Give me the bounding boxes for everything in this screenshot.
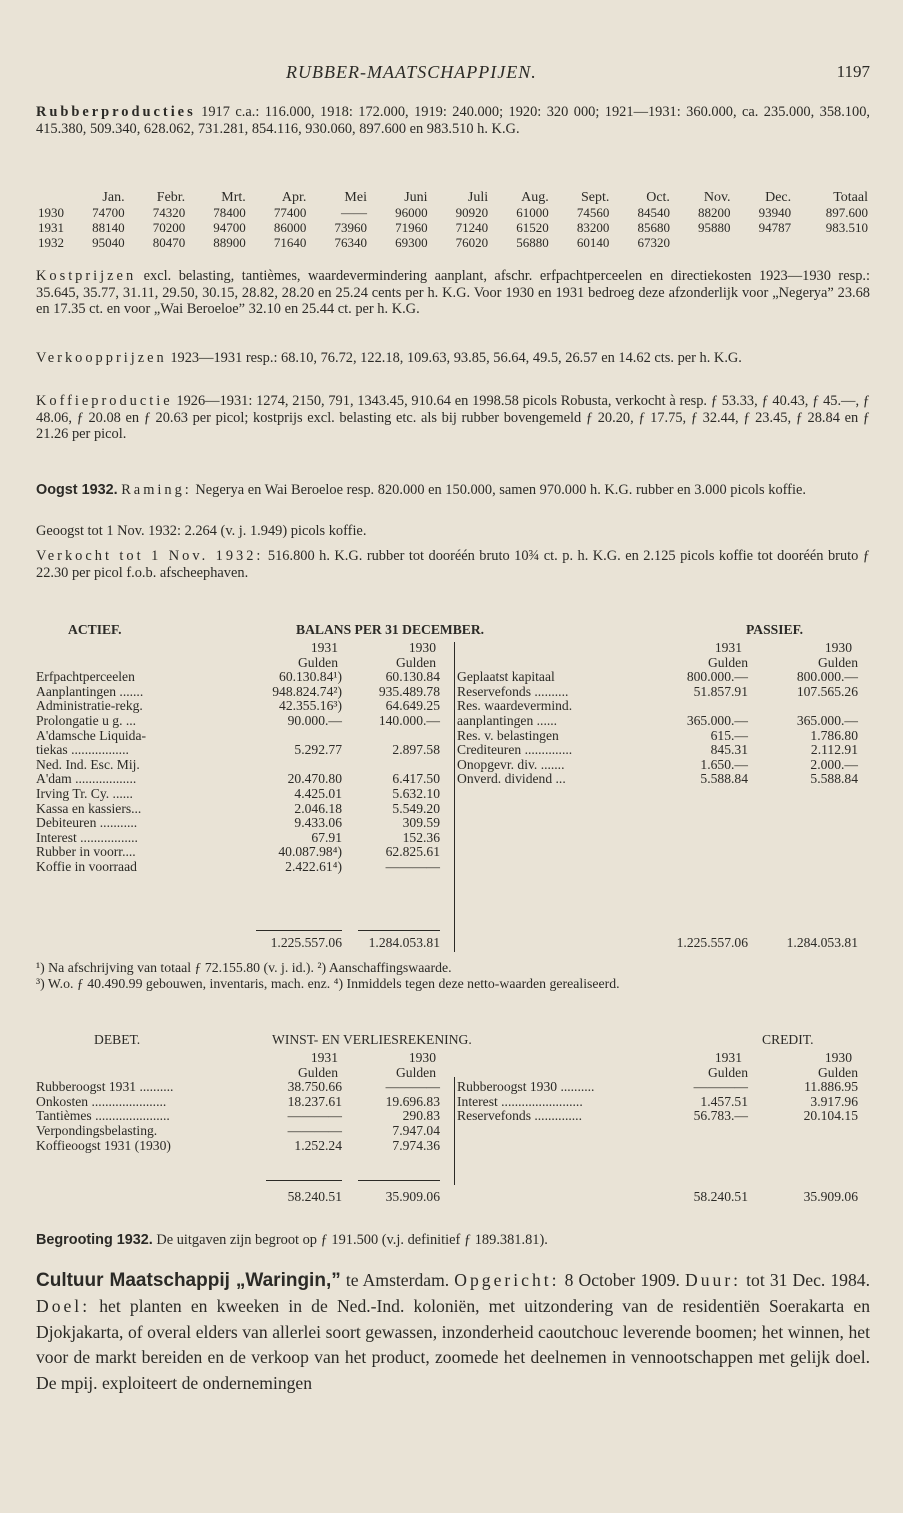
balance-left-label: Koffie in voorraad — [36, 858, 137, 874]
wv-right-label: Reservefonds .............. — [457, 1108, 582, 1124]
monthly-cell: 897.600 — [825, 205, 868, 220]
rubber-production-paragraph — [36, 104, 870, 137]
balance-right-label: aanplantingen ...... — [457, 712, 558, 728]
balance-right-1930: 365.000.— — [796, 712, 858, 728]
monthly-header-cell: Mrt. — [221, 190, 246, 205]
balance-right-1930: 800.000.— — [796, 669, 858, 685]
wv-unit-left-1: Gulden — [297, 1064, 338, 1080]
monthly-cell: 88200 — [698, 205, 731, 220]
unit-right-1: Gulden — [707, 654, 748, 670]
balance-right-label: Onopgevr. div. ....... — [457, 756, 565, 772]
monthly-header-cell: Juli — [467, 190, 489, 205]
balance-left-1931: 20.470.80 — [287, 771, 342, 787]
running-header — [36, 62, 870, 84]
wv-right-1930: 3.917.96 — [810, 1093, 858, 1109]
balance-right-1930: 107.565.26 — [796, 683, 858, 699]
balance-row — [36, 831, 870, 846]
balance-footnotes — [36, 960, 870, 992]
monthly-cell: —— — [340, 205, 367, 220]
monthly-cell: 69300 — [395, 235, 428, 250]
koffie-paragraph — [36, 393, 870, 443]
balance-total-right-1930: 1.284.053.81 — [786, 935, 858, 950]
monthly-cell: 74560 — [576, 205, 610, 220]
wv-row — [36, 1139, 870, 1154]
balance-left-1930: ———— — [385, 858, 440, 874]
profit-loss-account — [36, 1033, 870, 1153]
wv-left-label: Onkosten ...................... — [36, 1093, 167, 1109]
wv-left-label: Rubberoogst 1931 .......... — [36, 1079, 174, 1095]
monthly-cell: 61520 — [516, 220, 549, 235]
wv-left-1931: 1.252.24 — [294, 1137, 342, 1153]
balance-sheet — [36, 623, 870, 875]
balance-left-1931: 42.355.16³) — [279, 698, 342, 714]
verkoopprijzen-paragraph — [36, 350, 870, 367]
balance-unit-row — [36, 656, 870, 671]
monthly-row — [36, 220, 870, 235]
balance-left-1930: 6.417.50 — [392, 771, 440, 787]
wv-left-1931: ———— — [287, 1122, 342, 1138]
monthly-cell: 95880 — [698, 220, 731, 235]
wv-left-1930: 290.83 — [402, 1108, 440, 1124]
waringin-text-4: het planten en kweeken in de Ned.-Ind. koloniën, met uitzondering van de residentiën Soerakarta en Djokjakarta, of overal elders van allerlei soort gewassen, inzonderheid caoutchouc leverende boomen; het winnen, het voor de markt bereiden en de verkoop van het product, zoomede het deelnemen in vennootschappen met gelijk doel. De mpij. exploiteert de ondernemingen — [36, 1295, 870, 1394]
balance-right-1931: 51.857.91 — [693, 683, 748, 699]
kostprijzen-text: excl. belasting, tantièmes, waardevermindering aanplant, afschr. erfpachtperceelen en directiekosten 1923—1930 resp.: 35.645, 35.77, 31.11, 29.50, 30.15, 28.82, 28.20 en 25.24 cents per h. K.G. Voor 1930 en 1931 bedroeg deze afzonderlijk voor „Negerya” 23.68 en 17.35 ct. en voor „Wai Beroeloe” 32.10 en 25.44 ct. per h. K.G. — [36, 268, 870, 318]
monthly-cell: 76020 — [455, 235, 489, 250]
balance-right-label: Res. v. belastingen — [457, 727, 559, 743]
wv-right-label: Rubberoogst 1930 .......... — [457, 1079, 595, 1095]
oogst-lead: Oogst 1932. — [36, 482, 118, 498]
balance-right-1931: 1.650.— — [700, 756, 748, 772]
monthly-cell: 94700 — [213, 220, 246, 235]
monthly-header-cell — [36, 190, 66, 205]
balance-right-1930: 2.112.91 — [810, 742, 858, 758]
opgericht-lead: Opgericht: — [454, 1270, 560, 1290]
balance-total-right-1931: 1.225.557.06 — [676, 935, 748, 950]
monthly-cell: 60140 — [576, 235, 610, 250]
balance-right-1930: 1.786.80 — [810, 727, 858, 743]
year-1931-left: 1931 — [310, 640, 338, 655]
unit-left-2: Gulden — [395, 654, 436, 670]
year-1931-right: 1931 — [714, 640, 742, 655]
monthly-cell: 88900 — [213, 235, 246, 250]
monthly-cell: 56880 — [516, 235, 549, 250]
kostprijzen-lead: Kostprijzen — [36, 268, 137, 284]
balance-left-label: Aanplantingen ....... — [36, 683, 144, 699]
waringin-text-1: te Amsterdam. — [340, 1270, 450, 1290]
wv-unit-row — [36, 1066, 870, 1081]
passief-label: PASSIEF. — [746, 622, 804, 637]
balance-left-1930: 140.000.— — [378, 712, 440, 728]
monthly-header-row — [36, 190, 870, 205]
begrooting-text: De uitgaven zijn begroot op ƒ 191.500 (v.j. definitief ƒ 189.381.81). — [152, 1232, 548, 1248]
balance-left-1930: 5.549.20 — [392, 800, 440, 816]
balance-row — [36, 816, 870, 831]
koffie-text: 1926—1931: 1274, 2150, 791, 1343.45, 910.64 en 1998.58 picols Robusta, verkocht à resp. ƒ 53.33, ƒ 40.43, ƒ 45.—, ƒ 48.06, ƒ 20.08 en ƒ 20.63 per picol; kostprijs excl. belasting etc. als bij rubber bovengemeld ƒ 20.20, ƒ 17.75, ƒ 32.44, ƒ 23.45, ƒ 28.84 en ƒ 21.26 per picol. — [36, 393, 870, 443]
monthly-cell: 1931 — [38, 220, 64, 235]
wv-rows — [36, 1080, 870, 1153]
wv-year-row — [36, 1051, 870, 1066]
monthly-cell: 73960 — [334, 220, 367, 235]
balance-divider — [454, 642, 455, 952]
waringin-text-3: tot 31 Dec. 1984. — [741, 1270, 870, 1290]
wv-right-1930: 20.104.15 — [803, 1108, 858, 1124]
monthly-cell: 80470 — [152, 235, 186, 250]
wv-right-1931: ———— — [693, 1079, 748, 1095]
balance-right-1931: 845.31 — [710, 742, 748, 758]
balance-rows — [36, 670, 870, 874]
wv-sum-line-2 — [358, 1180, 440, 1181]
wv-left-1930: ———— — [385, 1079, 440, 1095]
monthly-cell: 71640 — [273, 235, 307, 250]
balance-right-1930: 5.588.84 — [810, 771, 858, 787]
monthly-header-cell: Sept. — [580, 190, 610, 205]
wv-left-1931: ———— — [287, 1108, 342, 1124]
monthly-header-cell: Apr. — [281, 190, 307, 205]
balance-left-1931: 4.425.01 — [294, 785, 342, 801]
balance-left-label: Irving Tr. Cy. ...... — [36, 785, 133, 801]
balance-left-1930: 5.632.10 — [392, 785, 440, 801]
balance-left-label: Prolongatie u g. ... — [36, 712, 137, 728]
wv-left-1930: 19.696.83 — [385, 1093, 440, 1109]
verkocht-paragraph — [36, 548, 870, 581]
actief-label: ACTIEF. — [68, 622, 122, 637]
balance-sum-line-2 — [358, 930, 440, 931]
wv-left-label: Verpondingsbelasting. — [36, 1122, 158, 1138]
wv-right-1930: 11.886.95 — [804, 1079, 858, 1095]
wv-unit-right-2: Gulden — [817, 1064, 858, 1080]
balance-totals — [36, 936, 870, 951]
wv-row — [36, 1109, 870, 1124]
page-number: 1197 — [836, 62, 870, 81]
wv-left-1931: 38.750.66 — [287, 1079, 342, 1095]
wv-totals — [36, 1190, 870, 1205]
wv-left-1931: 18.237.61 — [287, 1093, 342, 1109]
monthly-cell — [733, 235, 794, 250]
balance-row — [36, 845, 870, 860]
monthly-cell: 83200 — [576, 220, 610, 235]
balance-row — [36, 787, 870, 802]
monthly-cell: 1932 — [38, 235, 64, 250]
monthly-header-cell: Nov. — [703, 190, 731, 205]
footnote-line-2: ³) W.o. ƒ 40.490.99 gebouwen, inventaris, mach. enz. ⁴) Inmiddels tegen deze netto-waarden gerealiseerd. — [36, 976, 620, 991]
verkoopprijzen-lead: Verkoopprijzen — [36, 350, 167, 366]
balance-total-left-1931: 1.225.557.06 — [270, 935, 342, 950]
balance-left-label: Erfpachtperceelen — [36, 669, 135, 685]
wv-right-1931: 56.783.— — [693, 1108, 748, 1124]
debet-label: DEBET. — [94, 1032, 141, 1047]
monthly-row — [36, 205, 870, 220]
oogst-paragraph — [36, 482, 870, 499]
balance-left-label: Kassa en kassiers... — [36, 800, 142, 816]
balance-right-1931: 615.— — [710, 727, 748, 743]
raming-lead: Raming: — [121, 482, 192, 498]
wv-total-left-1931: 58.240.51 — [287, 1189, 342, 1204]
balance-left-label: A'dam .................. — [36, 771, 137, 787]
monthly-header-cell: Dec. — [765, 190, 792, 205]
balance-left-1931: 948.824.74²) — [272, 683, 342, 699]
wv-year-1930-right: 1930 — [824, 1050, 852, 1065]
year-1930-left: 1930 — [408, 640, 436, 655]
balance-left-label: tiekas ................. — [36, 742, 129, 758]
geoogst-paragraph: Geoogst tot 1 Nov. 1932: 2.264 (v. j. 1.949) picols koffie. — [36, 523, 367, 539]
monthly-cell: 77400 — [273, 205, 307, 220]
monthly-header-cell: Febr. — [156, 190, 186, 205]
balance-year-row — [36, 641, 870, 656]
monthly-cell — [793, 235, 870, 250]
balance-row — [36, 743, 870, 758]
balance-left-1930: 64.649.25 — [385, 698, 440, 714]
monthly-cell: 983.510 — [825, 220, 868, 235]
wv-row — [36, 1080, 870, 1095]
monthly-header-cell: Mei — [344, 190, 367, 205]
waringin-company-name: Cultuur Maatschappij „Waringin,” — [36, 1270, 341, 1291]
balance-left-1931: 90.000.— — [287, 712, 342, 728]
balance-left-1930: 60.130.84 — [385, 669, 440, 685]
footnote-line-1: ¹) Na afschrijving van totaal ƒ 72.155.80 (v. j. id.). ²) Aanschaffingswaarde. — [36, 960, 452, 975]
monthly-cell: 96000 — [395, 205, 428, 220]
monthly-cell: 67320 — [637, 235, 670, 250]
running-title: RUBBER-MAATSCHAPPIJEN. — [286, 62, 537, 82]
balance-left-1930: 62.825.61 — [385, 844, 440, 860]
monthly-header-cell: Totaal — [833, 190, 868, 205]
year-1930-right: 1930 — [824, 640, 852, 655]
rubber-production-lead: Rubberproducties — [36, 104, 196, 120]
balance-left-label: A'damsche Liquida- — [36, 727, 147, 743]
balance-left-1931: 9.433.06 — [294, 815, 342, 831]
monthly-production-table — [36, 190, 870, 250]
monthly-cell: 71960 — [395, 220, 428, 235]
monthly-cell — [672, 235, 733, 250]
monthly-cell: 85680 — [637, 220, 670, 235]
monthly-cell: 94787 — [758, 220, 792, 235]
balance-right-label: Reservefonds .......... — [457, 683, 569, 699]
wv-left-label: Tantièmes ...................... — [36, 1108, 170, 1124]
begrooting-paragraph — [36, 1232, 870, 1249]
waringin-paragraph — [36, 1268, 870, 1397]
wv-left-label: Koffieoogst 1931 (1930) — [36, 1137, 171, 1153]
credit-label: CREDIT. — [762, 1032, 814, 1047]
balance-right-1930: 2.000.— — [810, 756, 858, 772]
wv-row — [36, 1124, 870, 1139]
balance-row — [36, 670, 870, 685]
balance-total-row — [36, 936, 870, 951]
balance-left-label: Interest ................. — [36, 829, 138, 845]
wv-right-1931: 1.457.51 — [700, 1093, 748, 1109]
balance-heading-row — [36, 623, 870, 641]
balance-left-1931: 60.130.84¹) — [279, 669, 342, 685]
monthly-cell: 70200 — [152, 220, 186, 235]
balance-left-1931: 40.087.98⁴) — [278, 844, 342, 860]
monthly-cell: 90920 — [455, 205, 489, 220]
wv-right-label: Interest ........................ — [457, 1093, 583, 1109]
wv-left-1930: 7.947.04 — [392, 1122, 440, 1138]
balance-left-label: Rubber in voorr.... — [36, 844, 136, 860]
doel-lead: Doel: — [36, 1295, 91, 1316]
verkocht-lead: Verkocht tot 1 Nov. 1932: — [36, 548, 264, 564]
monthly-cell: 74320 — [152, 205, 186, 220]
wv-title: WINST- EN VERLIESREKENING. — [272, 1032, 472, 1047]
balance-row — [36, 802, 870, 817]
monthly-cell: 84540 — [637, 205, 670, 220]
koffie-lead: Koffieproductie — [36, 393, 173, 409]
balance-right-1931: 800.000.— — [686, 669, 748, 685]
wv-sum-line-1 — [266, 1180, 342, 1181]
verkocht-text: 516.800 h. K.G. rubber tot dooréén bruto 10¾ ct. p. h. K.G. en 2.125 picols koffie tot dooréén bruto ƒ 22.30 per picol f.o.b. afscheephaven. — [36, 548, 871, 581]
wv-unit-left-2: Gulden — [395, 1064, 436, 1080]
balance-sum-line-1 — [256, 930, 342, 931]
balance-left-label: Administratie-rekg. — [36, 698, 143, 714]
begrooting-lead: Begrooting 1932. — [36, 1232, 153, 1248]
balance-left-1930: 2.897.58 — [392, 742, 440, 758]
wv-total-right-1931: 58.240.51 — [693, 1189, 748, 1204]
balance-left-label: Debiteuren ........... — [36, 815, 138, 831]
monthly-cell: 71240 — [455, 220, 489, 235]
wv-divider — [454, 1077, 455, 1185]
monthly-header-cell: Juni — [404, 190, 428, 205]
wv-left-1930: 7.974.36 — [392, 1137, 440, 1153]
monthly-header-cell: Oct. — [646, 190, 670, 205]
balance-right-label: Res. waardevermind. — [457, 698, 573, 714]
balance-right-label: Onverd. dividend ... — [457, 771, 566, 787]
balance-left-label: Ned. Ind. Esc. Mij. — [36, 756, 140, 772]
waringin-text-2: 8 October 1909. — [559, 1270, 680, 1290]
wv-row — [36, 1095, 870, 1110]
balance-row — [36, 714, 870, 729]
wv-total-left-1930: 35.909.06 — [385, 1189, 440, 1204]
balance-right-1931: 365.000.— — [686, 712, 748, 728]
duur-lead: Duur: — [685, 1270, 742, 1290]
balance-row — [36, 860, 870, 875]
balance-row — [36, 758, 870, 773]
balance-row — [36, 772, 870, 787]
rubber-production-text: 1917 c.a.: 116.000, 1918: 172.000, 1919: 240.000; 1920: 320 000; 1921—1931: 360.000, ca. 235.000, 358.100, 415.380, 509.340, 628.062, 731.281, 854.116, 930.060, 897.600 en 983.510 h. K.G. — [36, 104, 870, 137]
monthly-cell: 1930 — [38, 205, 64, 220]
monthly-cell: 78400 — [213, 205, 246, 220]
verkoopprijzen-text: 1923—1931 resp.: 68.10, 76.72, 122.18, 109.63, 93.85, 56.64, 49.5, 26.57 en 14.62 cts. per h. K.G. — [166, 350, 742, 366]
balance-row — [36, 699, 870, 714]
balance-total-left-1930: 1.284.053.81 — [368, 935, 440, 950]
monthly-cell: 76340 — [334, 235, 367, 250]
monthly-cell: 61000 — [516, 205, 549, 220]
balance-left-1931: 2.422.61⁴) — [285, 858, 342, 874]
balance-left-1931: 5.292.77 — [294, 742, 342, 758]
balance-row — [36, 729, 870, 744]
kostprijzen-paragraph — [36, 268, 870, 318]
wv-heading-row — [36, 1033, 870, 1051]
monthly-row — [36, 235, 870, 250]
monthly-cell: 88140 — [92, 220, 125, 235]
balance-right-1931: 5.588.84 — [700, 771, 748, 787]
monthly-cell: 93940 — [758, 205, 792, 220]
monthly-cell: 95040 — [92, 235, 125, 250]
balance-left-1930: 935.489.78 — [378, 683, 440, 699]
balance-title: BALANS PER 31 DECEMBER. — [296, 622, 485, 637]
balance-right-label: Crediteuren .............. — [457, 742, 573, 758]
wv-total-row — [36, 1190, 870, 1205]
balance-left-1930: 152.36 — [402, 829, 440, 845]
monthly-header-cell: Jan. — [102, 190, 125, 205]
balance-left-1931: 67.91 — [311, 829, 342, 845]
balance-left-1931: 2.046.18 — [294, 800, 342, 816]
balance-row — [36, 685, 870, 700]
monthly-header-cell: Aug. — [521, 190, 549, 205]
monthly-cell: 74700 — [92, 205, 125, 220]
unit-left-1: Gulden — [297, 654, 338, 670]
wv-year-1931-left: 1931 — [310, 1050, 338, 1065]
monthly-cell: 86000 — [273, 220, 307, 235]
wv-year-1930-left: 1930 — [408, 1050, 436, 1065]
wv-unit-right-1: Gulden — [707, 1064, 748, 1080]
unit-right-2: Gulden — [817, 654, 858, 670]
balance-left-1930: 309.59 — [402, 815, 440, 831]
wv-year-1931-right: 1931 — [714, 1050, 742, 1065]
oogst-text: Negerya en Wai Beroeloe resp. 820.000 en 150.000, samen 970.000 h. K.G. rubber en 3.000 picols koffie. — [191, 482, 806, 498]
wv-total-right-1930: 35.909.06 — [803, 1189, 858, 1204]
balance-right-label: Geplaatst kapitaal — [457, 669, 555, 685]
